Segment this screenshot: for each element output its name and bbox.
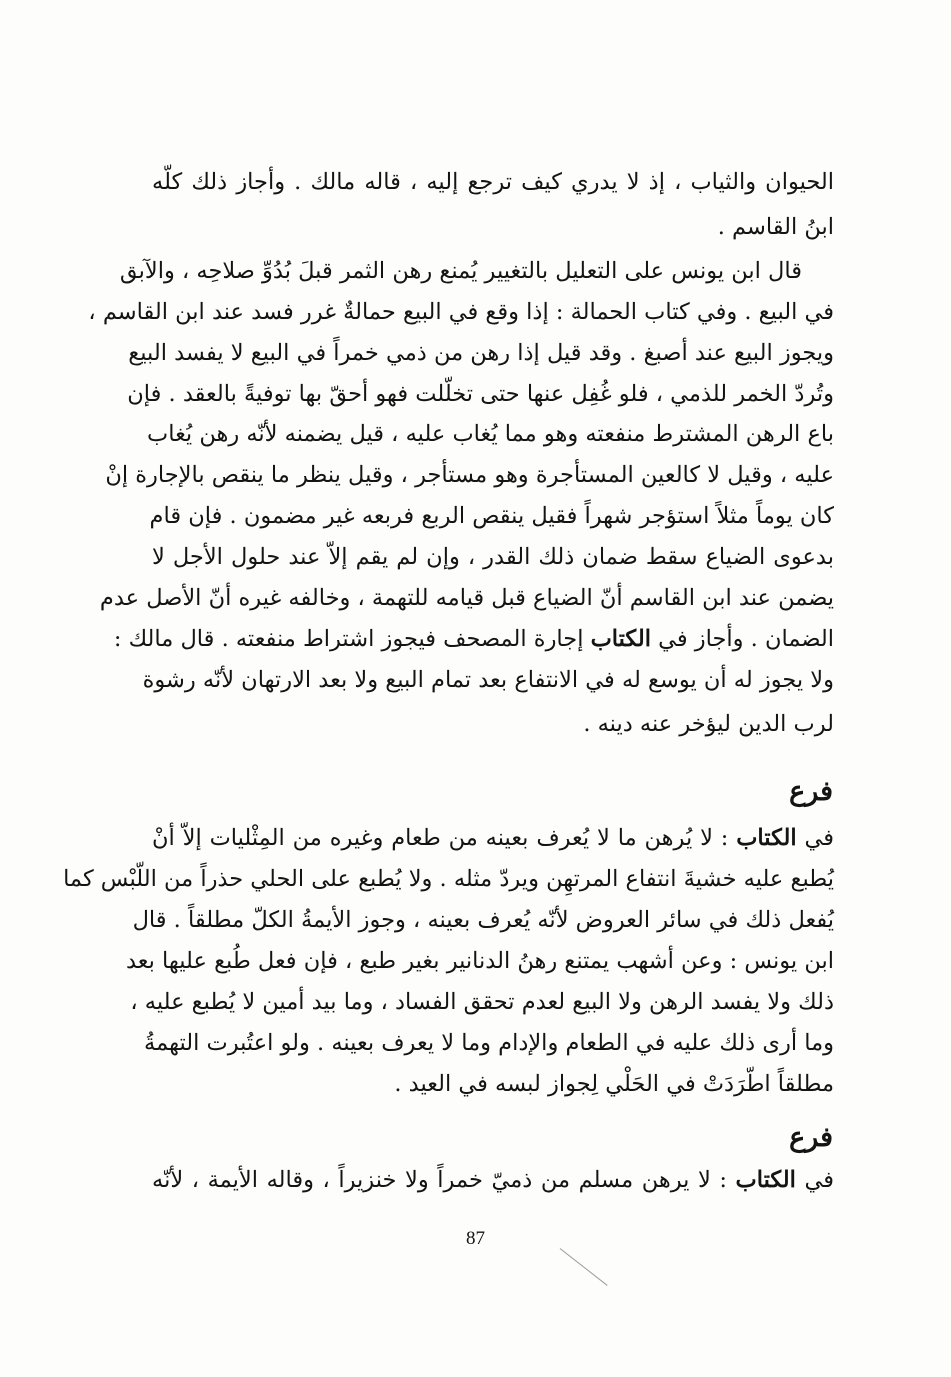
text-run: : لا يُرهن ما لا يُعرف بعينه من طعام وغيره من المِثْليات إلاّ أنْ [152,825,737,851]
text-line: يُطبع عليه خشيةَ انتفاع المرتهِن ويردّ مثله . ولا يُطبع على الحلي حذراً من اللّبْس كما [63,866,834,892]
page-number: 87 [466,1228,485,1249]
text-line: عليه ، وقيل لا كالعين المستأجرة وهو مستأجر ، وقيل ينظر ما ينقص بالإجارة إنْ [105,462,834,488]
scan-mark [560,1248,608,1286]
text-run: الضمان . وأجاز في [650,626,834,652]
text-line: الحيوان والثياب ، إذ لا يدري كيف ترجع إليه ، قاله مالك . وأجاز ذلك كلّه [152,169,834,195]
text-line: وما أرى ذلك عليه في الطعام والإدام وما لا يعرف بعينه . ولو اعتُبرت التهمةُ [144,1030,834,1056]
text-run: إجارة المصحف فيجوز اشتراط منفعته . قال مالك : [113,626,591,652]
section-heading: فرع [789,1122,833,1153]
text-line [152,818,834,858]
text-line: يُفعل ذلك في سائر العروض لأنّه يُعرف بعينه ، وجوز الأيمةُ الكلّ مطلقاً . قال [132,907,834,933]
text-line: ابن يونس : وعن أشهب يمتنع رهنُ الدنانير بغير طبع ، فإن فعل طُبع عليها بعد [125,948,834,974]
text-run: في [795,1167,834,1193]
text-line: بدعوى الضياع سقط ضمان ذلك القدر ، وإن لم يقم إلاّ عند حلول الأجل لا [152,544,834,570]
text-run: : لا يرهن مسلم من ذميّ خمراً ولا خنزيراً ، وقاله الأيمة ، لأنّه [152,1167,736,1193]
text-line: ذلك ولا يفسد الرهن ولا البيع لعدم تحقق الفساد ، وما بيد أمين لا يُطبع عليه ، [130,989,834,1015]
text-line: وتُردّ الخمر للذمي ، فلو غُفِل عنها حتى تخلّلت فهو أحقّ بها توفيةً بالعقد . فإن [127,381,834,407]
section-heading: فرع [789,776,833,807]
text-line: باع الرهن المشترط منفعته وهو مما يُغاب عليه ، قيل يضمنه لأنّه رهن يُغاب [147,421,834,447]
text-line [113,619,834,659]
bold-term: الكتاب [735,1167,796,1193]
text-line: لرب الدين ليؤخر عنه دينه . [583,711,834,737]
text-line [152,1160,834,1200]
text-line: في البيع . وفي كتاب الحمالة : إذا وقع في البيع حمالةٌ غرر فسد عند ابن القاسم ، [88,299,834,325]
bold-term: الكتاب [736,825,797,851]
text-line: يضمن عند ابن القاسم أنّ الضياع قبل قيامه للتهمة ، وخالفه غيره أنّ الأصل عدم [99,585,834,611]
text-line: قال ابن يونس على التعليل بالتغيير يُمنع رهن الثمر قبلَ بُدُوِّ صلاحِه ، والآبق [119,258,802,284]
text-line: ولا يجوز له أن يوسع له في الانتفاع بعد تمام البيع ولا بعد الارتهان لأنّه رشوة [142,667,834,693]
text-run: في [796,825,834,851]
text-line: ابنُ القاسم . [717,214,834,240]
bold-term: الكتاب [590,626,651,652]
text-line: كان يوماً مثلاً استؤجر شهراً فقيل ينقص الربع فربعه غير مضمون . فإن قام [149,503,834,529]
text-line: ويجوز البيع عند أصبغ . وقد قيل إذا رهن من ذمي خمراً في البيع لا يفسد البيع [128,340,834,366]
text-line: مطلقاً اطّرَدَتْ في الحَلْي لِجواز لبسه في العيد . [394,1071,834,1097]
